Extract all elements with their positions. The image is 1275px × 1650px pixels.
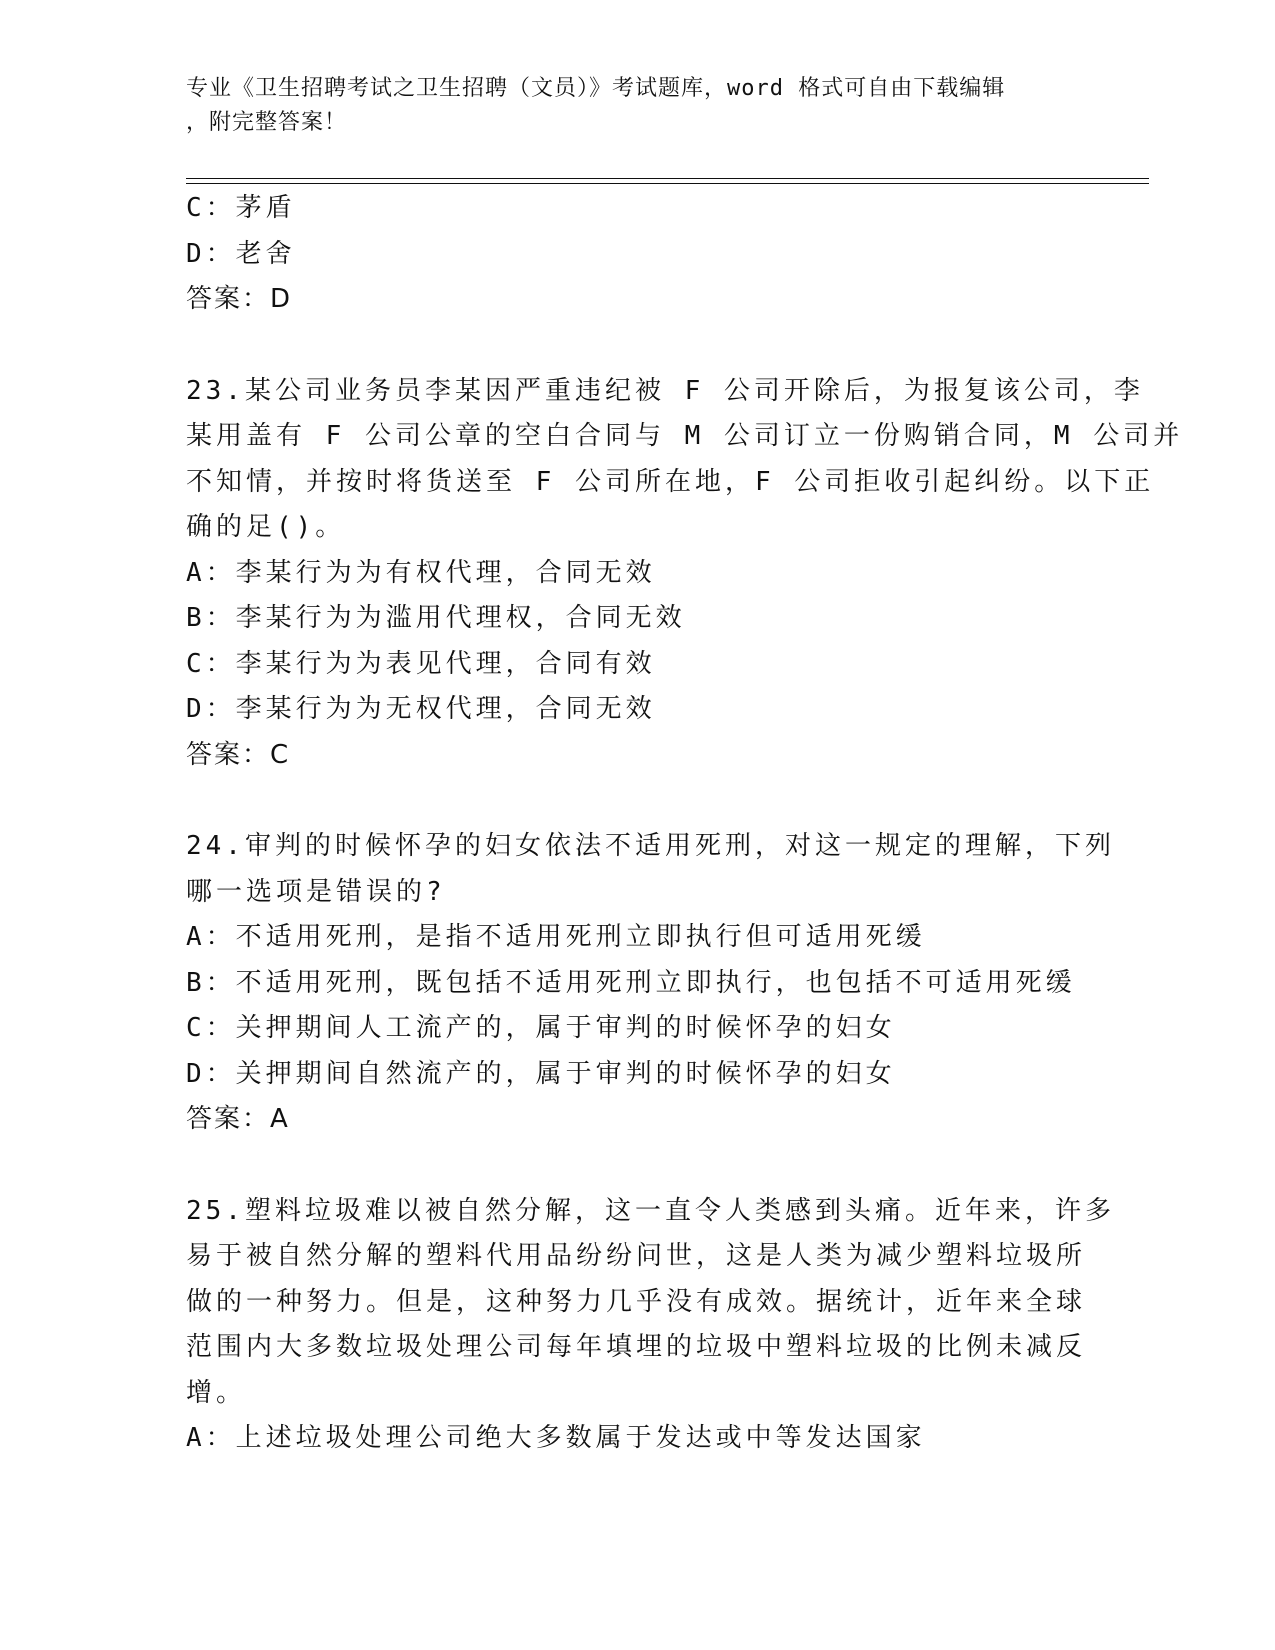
answer: 答案：A (186, 1104, 290, 1134)
question-text: 增。 (186, 1377, 247, 1408)
question-text: 25.塑料垃圾难以被自然分解，这一直令人类感到头痛。近年来，许多 (186, 1195, 1115, 1226)
option-a: A：上述垃圾处理公司绝大多数属于发达或中等发达国家 (186, 1423, 926, 1453)
question-23 (186, 369, 1184, 779)
option-c: C：李某行为为表见代理，合同有效 (186, 648, 656, 679)
question-text: 不知情，并按时将货送至 F 公司所在地，F 公司拒收引起纠纷。以下正 (186, 466, 1155, 497)
question-text: 某用盖有 F 公司公章的空白合同与 M 公司订立一份购销合同，M 公司并 (186, 421, 1184, 451)
option-b: B：不适用死刑，既包括不适用死刑立即执行，也包括不可适用死缓 (186, 967, 1076, 998)
option-d: D：老舍 (186, 238, 296, 269)
question-text: 易于被自然分解的塑料代用品纷纷问世，这是人类为减少塑料垃圾所 (186, 1241, 1087, 1271)
spacer (186, 1143, 1106, 1189)
option-c: C：茅盾 (186, 193, 296, 223)
option-c: C：关押期间人工流产的，属于审判的时候怀孕的妇女 (186, 1013, 896, 1043)
header-double-rule (186, 178, 1149, 184)
question-text: 做的一种努力。但是，这种努力几乎没有成效。据统计，近年来全球 (186, 1286, 1087, 1317)
question-text: 范围内大多数垃圾处理公司每年填埋的垃圾中塑料垃圾的比例未减反 (186, 1332, 1087, 1362)
question-text: 24.审判的时候怀孕的妇女依法不适用死刑，对这一规定的理解，下列 (186, 831, 1115, 861)
spacer (186, 323, 1106, 369)
question-text: 23.某公司业务员李某因严重违纪被 F 公司开除后，为报复该公司，李 (186, 375, 1144, 406)
option-a: A：李某行为为有权代理，合同无效 (186, 557, 656, 588)
question-fragment (186, 186, 1106, 323)
exam-content (186, 186, 1184, 1462)
header-line-2: ，附完整答案！ (186, 110, 348, 135)
question-text: 哪一选项是错误的? (186, 876, 446, 907)
header-line-1: 专业《卫生招聘考试之卫生招聘（文员）》考试题库，word 格式可自由下载编辑 (186, 76, 1006, 101)
option-a: A：不适用死刑，是指不适用死刑立即执行但可适用死缓 (186, 922, 926, 952)
option-b: B：李某行为为滥用代理权，合同无效 (186, 603, 686, 633)
question-25 (186, 1189, 1115, 1462)
option-d: D：李某行为为无权代理，合同无效 (186, 694, 656, 724)
answer: 答案：D (186, 284, 293, 314)
page-header (186, 72, 1066, 140)
question-24 (186, 824, 1115, 1143)
spacer (186, 778, 1106, 824)
question-text: 确的足()。 (186, 512, 346, 542)
option-d: D：关押期间自然流产的，属于审判的时候怀孕的妇女 (186, 1058, 896, 1089)
answer: 答案：C (186, 739, 291, 770)
